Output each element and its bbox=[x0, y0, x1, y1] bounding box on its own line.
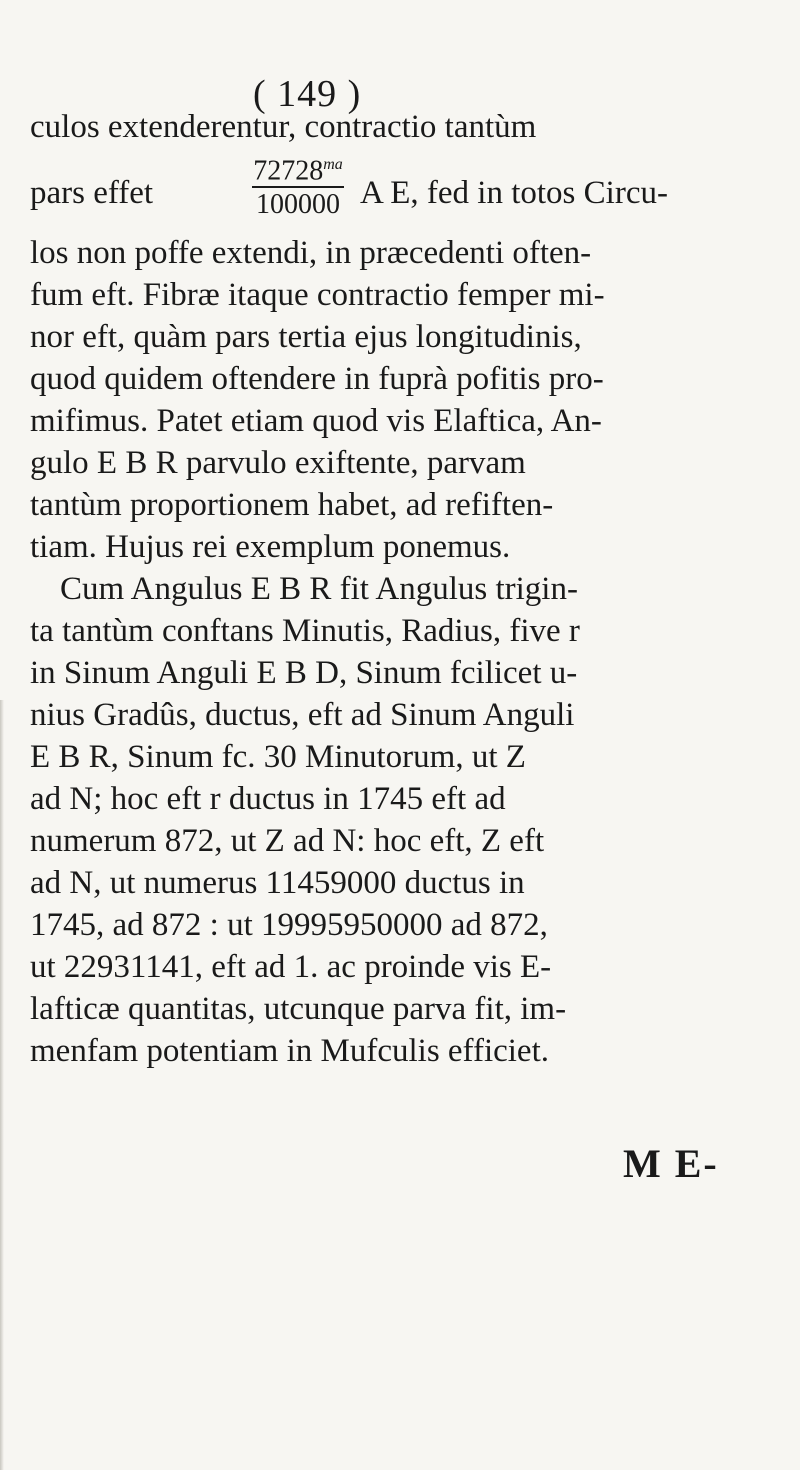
text-line-5: nor eft, quàm pars tertia ejus longitudinis, bbox=[30, 319, 582, 355]
text-line-9: tantùm proportionem habet, ad refiften- bbox=[30, 487, 554, 523]
text-line-12: ta tantùm conftans Minutis, Radius, five r bbox=[30, 613, 580, 649]
fraction-denominator: 100000 bbox=[256, 189, 340, 220]
text-line-8: gulo E B R parvulo exiftente, parvam bbox=[30, 445, 526, 481]
body-text bbox=[30, 106, 760, 1072]
text-line-3: los non poffe extendi, in præcedenti often- bbox=[30, 235, 592, 271]
fraction-numerator-value: 72728 bbox=[253, 155, 324, 187]
text-line-15: E B R, Sinum fc. 30 Minutorum, ut Z bbox=[30, 739, 526, 775]
text-line-14: nius Gradûs, ductus, eft ad Sinum Anguli bbox=[30, 697, 575, 733]
text-line-7: mifimus. Patet etiam quod vis Elaftica, An- bbox=[30, 403, 602, 439]
text-line-21: lafticæ quantitas, utcunque parva fit, im- bbox=[30, 991, 567, 1027]
page-edge-shadow bbox=[0, 700, 4, 1470]
text-line-13: in Sinum Anguli E B D, Sinum fcilicet u- bbox=[30, 655, 578, 691]
text-line-1: culos extenderentur, contractio tantùm bbox=[30, 109, 537, 145]
text-line-22: menfam potentiam in Mufculis efficiet. bbox=[30, 1033, 549, 1069]
catchword: M E- bbox=[623, 1141, 719, 1186]
text-line-4: fum eft. Fibræ itaque contractio femper mi- bbox=[30, 277, 605, 313]
text-line-11: Cum Angulus E B R fit Angulus trigin- bbox=[60, 571, 578, 607]
text-line-2 bbox=[30, 148, 760, 232]
text-line-2-start: pars effet bbox=[30, 175, 154, 211]
fraction bbox=[248, 148, 348, 222]
text-line-6: quod quidem oftendere in fuprà pofitis pro- bbox=[30, 361, 604, 397]
text-line-20: ut 22931141, eft ad 1. ac proinde vis E- bbox=[30, 949, 552, 985]
text-line-2-end: A E, fed in totos Circu- bbox=[360, 175, 668, 211]
text-line-10: tiam. Hujus rei exemplum ponemus. bbox=[30, 529, 511, 565]
page-number: ( 149 ) bbox=[253, 73, 362, 115]
text-line-17: numerum 872, ut Z ad N: hoc eft, Z eft bbox=[30, 823, 545, 859]
text-line-16: ad N; hoc eft r ductus in 1745 eft ad bbox=[30, 781, 506, 817]
fraction-superscript: ma bbox=[323, 156, 343, 173]
text-line-18: ad N, ut numerus 11459000 ductus in bbox=[30, 865, 525, 901]
fraction-numerator bbox=[248, 148, 348, 187]
text-line-19: 1745, ad 872 : ut 19995950000 ad 872, bbox=[30, 907, 548, 943]
